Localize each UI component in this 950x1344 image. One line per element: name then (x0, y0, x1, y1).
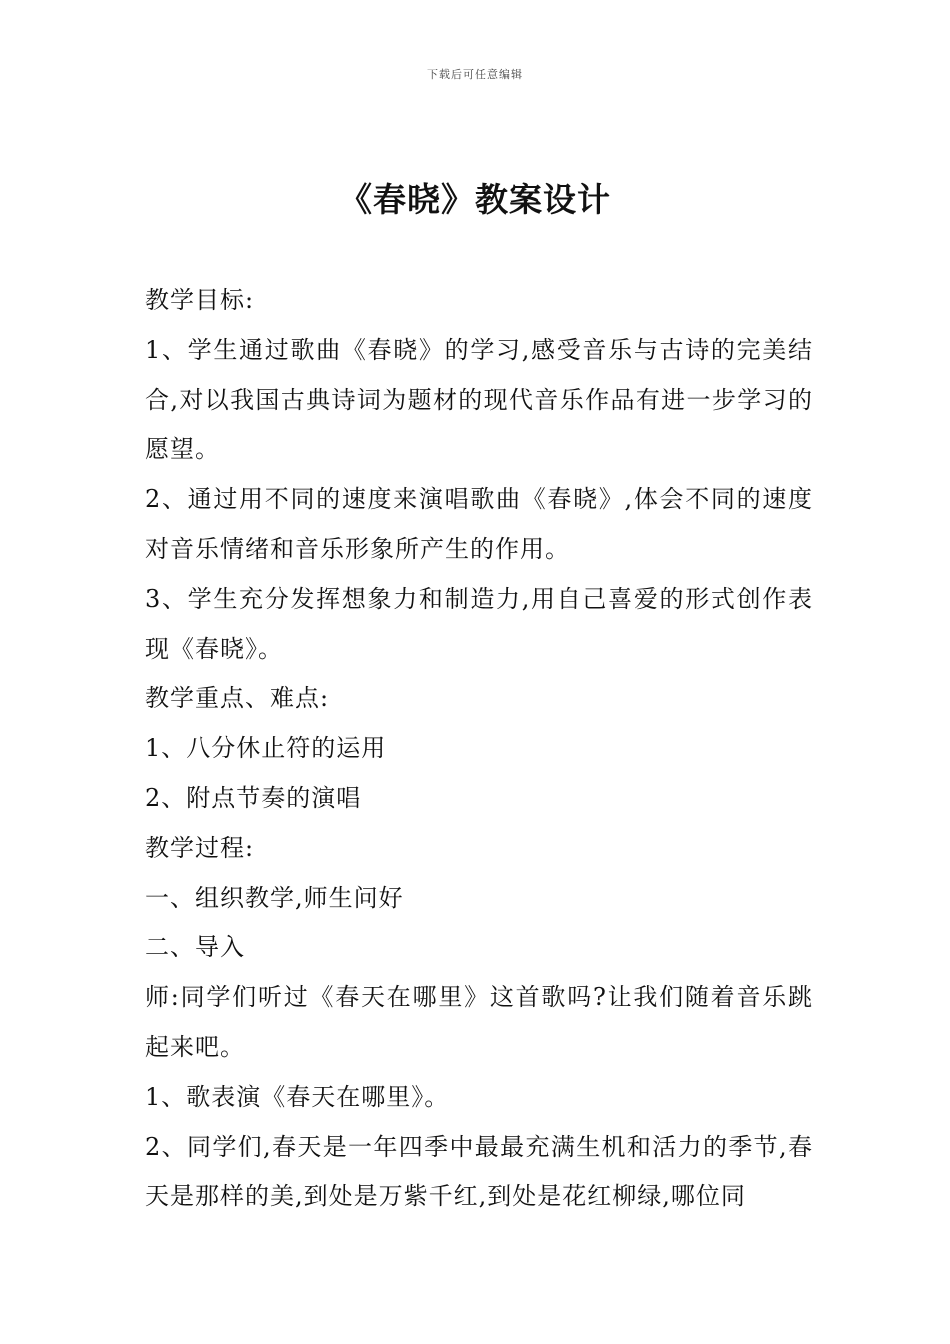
document-body (145, 276, 813, 1222)
process-substep-1: 1、歌表演《春天在哪里》。 (145, 1082, 450, 1111)
section-heading-process: 教学过程: (145, 833, 255, 862)
section-heading-objectives: 教学目标: (145, 286, 255, 314)
process-step-1: 一、组织教学,师生问好 (145, 883, 404, 912)
process-step-2: 二、导入 (145, 933, 245, 962)
process-substep-2: 2、同学们,春天是一年四季中最最充满生机和活力的季节,春天是那样的美,到处是万紫千红,到处是花红柳绿,哪位同 (145, 1132, 813, 1211)
objective-item-2: 2、通过用不同的速度来演唱歌曲《春晓》,体会不同的速度对音乐情绪和音乐形象所产生的作用。 (145, 485, 813, 563)
header-note: 下载后可任意编辑 (427, 68, 523, 81)
objective-item-3: 3、学生充分发挥想象力和制造力,用自己喜爱的形式创作表现《春晓》。 (145, 584, 813, 663)
page-title: 《春晓》教案设计 (339, 180, 611, 219)
section-heading-key-points: 教学重点、难点: (145, 684, 330, 713)
objective-item-1: 1、学生通过歌曲《春晓》的学习,感受音乐与古诗的完美结合,对以我国古典诗词为题材的现代音乐作品有进一步学习的愿望。 (145, 335, 813, 464)
teacher-dialogue: 师:同学们听过《春天在哪里》这首歌吗?让我们随着音乐跳起来吧。 (145, 983, 813, 1061)
key-point-item-1: 1、八分休止符的运用 (145, 734, 387, 763)
key-point-item-2: 2、附点节奏的演唱 (145, 783, 362, 812)
